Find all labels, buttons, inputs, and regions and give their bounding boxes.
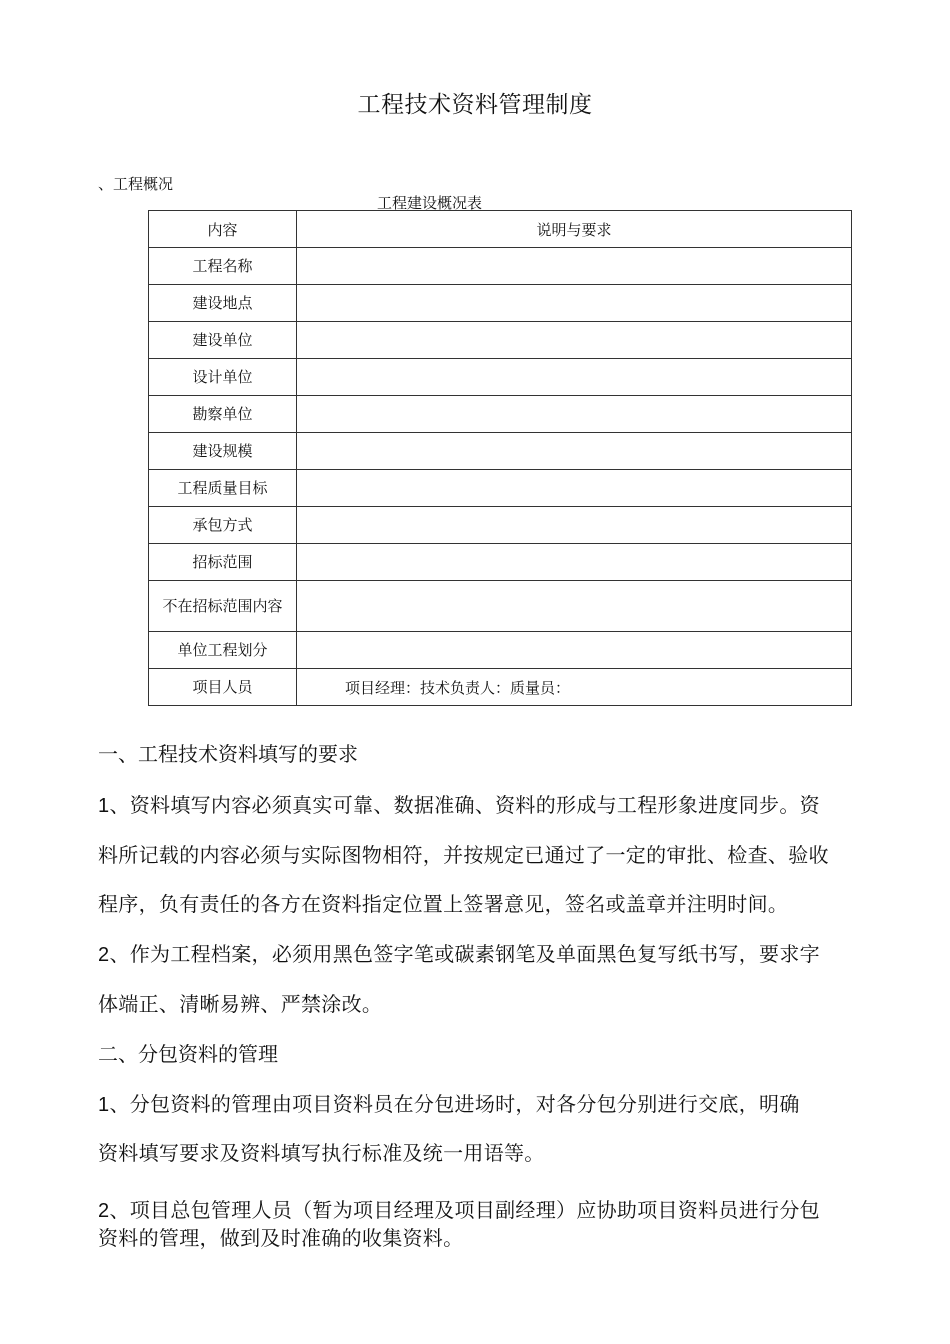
row-value <box>297 248 852 285</box>
section2-heading: 二、分包资料的管理 <box>98 1042 278 1066</box>
section2-para2-line <box>98 1194 903 1223</box>
row-label: 招标范围 <box>149 544 297 581</box>
row-value <box>297 632 852 669</box>
table-caption: 工程建设概况表 <box>376 194 482 212</box>
table-row <box>149 322 852 359</box>
row-label: 设计单位 <box>149 359 297 396</box>
row-label: 工程名称 <box>149 248 297 285</box>
row-label: 承包方式 <box>149 507 297 544</box>
table-row <box>149 359 852 396</box>
table-row <box>149 581 852 632</box>
row-value <box>297 433 852 470</box>
section1-para1-line: 程序，负有责任的各方在资料指定位置上签署意见，签名或盖章并注明时间。 <box>98 892 789 916</box>
table-row <box>149 470 852 507</box>
item-number: 1 <box>98 1094 110 1116</box>
row-value: 项目经理：技术负责人：质量员： <box>297 669 852 706</box>
section2-para2-line: 资料的管理，做到及时准确的收集资料。 <box>98 1226 464 1250</box>
row-value <box>297 507 852 544</box>
section1-para1-line: 料所记载的内容必须与实际图物相符，并按规定已通过了一定的审批、检查、验收 <box>98 843 829 867</box>
row-value <box>297 285 852 322</box>
row-value <box>297 581 852 632</box>
row-label: 建设规模 <box>149 433 297 470</box>
table-row <box>149 248 852 285</box>
section-overview-label: 、工程概况 <box>98 175 174 193</box>
item-number: 1 <box>98 795 110 817</box>
row-label: 勘察单位 <box>149 396 297 433</box>
para-text: 、项目总包管理人员（暂为项目经理及项目副经理）应协助项目资料员进行分包 <box>109 1198 820 1222</box>
para-text: 、分包资料的管理由项目资料员在分包进场时，对各分包分别进行交底，明确 <box>109 1092 800 1116</box>
item-number: 2 <box>98 1200 110 1222</box>
table-row <box>149 285 852 322</box>
row-label: 项目人员 <box>149 669 297 706</box>
table-row <box>149 632 852 669</box>
row-value <box>297 359 852 396</box>
para-text: 、作为工程档案，必须用黑色签字笔或碳素钢笔及单面黑色复写纸书写，要求字 <box>109 942 820 966</box>
section2-para1-line: 资料填写要求及资料填写执行标准及统一用语等。 <box>98 1141 545 1165</box>
table-row <box>149 544 852 581</box>
row-label: 单位工程划分 <box>149 632 297 669</box>
row-value <box>297 544 852 581</box>
row-label: 不在招标范围内容 <box>149 581 297 632</box>
row-value <box>297 470 852 507</box>
para-text: 、资料填写内容必须真实可靠、数据准确、资料的形成与工程形象进度同步。资 <box>109 793 820 817</box>
table-row <box>149 507 852 544</box>
row-label: 建设单位 <box>149 322 297 359</box>
row-label: 建设地点 <box>149 285 297 322</box>
section1-heading: 一、工程技术资料填写的要求 <box>98 742 358 766</box>
table-header-row <box>149 211 852 248</box>
table-row <box>149 433 852 470</box>
row-value <box>297 396 852 433</box>
table-row <box>149 396 852 433</box>
section1-para2-line: 体端正、清晰易辨、严禁涂改。 <box>98 992 383 1016</box>
section2-para1-line <box>98 1088 903 1117</box>
document-title: 工程技术资料管理制度 <box>357 92 593 118</box>
section1-para2-line <box>98 938 903 967</box>
table-header-requirements: 说明与要求 <box>297 211 852 248</box>
overview-table <box>148 210 852 706</box>
row-label: 工程质量目标 <box>149 470 297 507</box>
row-value <box>297 322 852 359</box>
table-header-content: 内容 <box>149 211 297 248</box>
section1-para1-line <box>98 789 903 818</box>
item-number: 2 <box>98 944 110 966</box>
table-row <box>149 669 852 706</box>
